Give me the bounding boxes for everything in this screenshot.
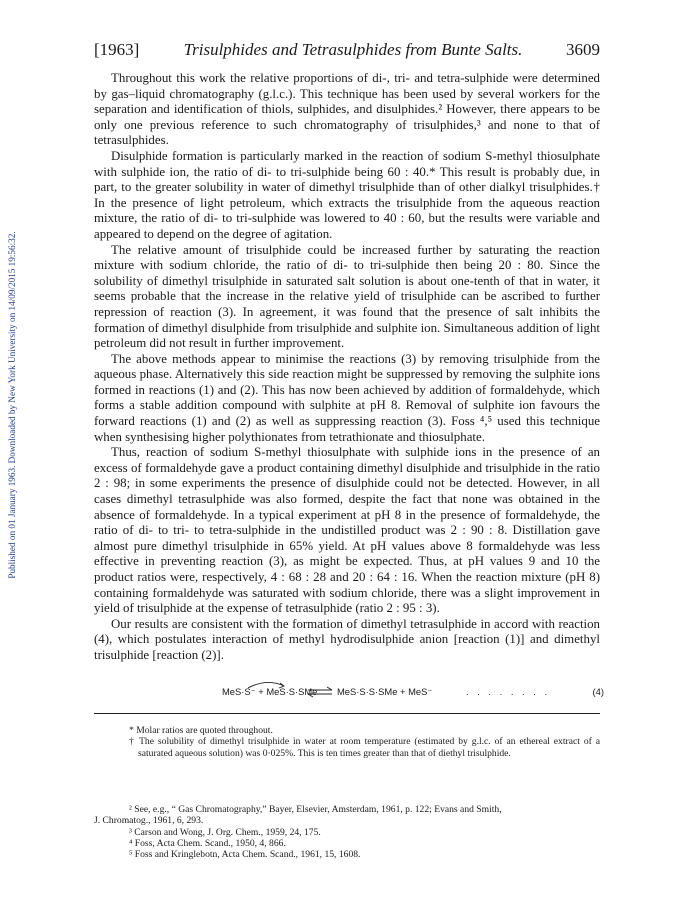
plus-sign: + xyxy=(258,686,264,697)
paragraph: The above methods appear to minimise the reactions (3) by removing trisulphide from the aqueous phase. Alternatively this side reaction might be suppressed by removing the sulphite ions formed in reactions (1) and (2). This has now been achieved by addition of formaldehyde, which forms a stable addition compound with sulphite at pH 8. Removal of sulphite ion favours the forward reactions (1) and (2) as well as suppressing reaction (3). Foss ⁴,⁵ used this technique when synthesising higher polythionates from tetrathionate and thiosulphate. xyxy=(94,351,600,444)
footnotes xyxy=(94,725,600,759)
reference-item: ⁵ Foss and Kringlebotn, Acta Chem. Scand., 1961, 15, 1608. xyxy=(129,849,361,861)
footnote: * Molar ratios are quoted throughout. xyxy=(129,725,273,736)
paragraph: Our results are consistent with the formation of dimethyl tetrasulphide in accord with reaction (4), which postulates interaction of methyl hydrodisulphide anion [reaction (1)] and dimethyl trisulphide [reaction (2)]. xyxy=(94,616,600,662)
footnote-divider xyxy=(94,713,600,714)
reference-item: ² See, e.g., “ Gas Chromatography,” Bayer, Elsevier, Amsterdam, 1961, p. 122; Evans and Smith, xyxy=(129,804,502,815)
reactant-anion: MeS·S⁻ xyxy=(222,686,256,697)
footnote: † The solubility of dimethyl trisulphide in water at room temperature (estimated by g.l.c. of an ethereal extract of a saturated aqueous solution) was 0·025%. This is ten times greater than that of diethyl trisulphide. xyxy=(129,736,600,759)
download-watermark: Published on 01 January 1963. Downloaded by New York University on 14/09/2015 19:56:32. xyxy=(7,231,17,579)
reference-item: ³ Carson and Wong, J. Org. Chem., 1959, 24, 175. xyxy=(129,826,321,838)
reaction-equation-4 xyxy=(222,680,604,702)
reference-item: ⁴ Foss, Acta Chem. Scand., 1950, 4, 866. xyxy=(129,837,286,849)
page-number: 3609 xyxy=(566,40,600,59)
running-title: Trisulphides and Tetrasulphides from Bunte Salts. xyxy=(183,40,523,59)
reactant-trisulphide: MeS·S·SMe xyxy=(266,686,318,697)
paragraph: Disulphide formation is particularly marked in the reaction of sodium S-methyl thiosulphate with sulphide ion, the ratio of di- to tri-sulphide being 60 : 40.* This result is probably due, in part, to the greater solubility in water of dimethyl trisulphide than of other dialkyl trisulphides.† In the presence of light petroleum, which extracts the trisulphide from the aqueous reaction mixture, the ratio of di- to tri-sulphide was lowered to 40 : 60, but the results were variable and appeared to depend on the degree of agitation. xyxy=(94,148,600,241)
reactants xyxy=(222,686,317,698)
leader-dots: . . . . . . . . xyxy=(466,686,551,697)
paragraph: The relative amount of trisulphide could be increased further by saturating the reaction mixture with sodium chloride, the ratio of di- to tri-sulphide then being 20 : 80. Since the solubility of dimethyl trisulphide in saturated salt solution is about one-tenth of that in water, it seems probable that the increase in the relative yield of trisulphide can be ascribed to further repression of reaction (3). In agreement, it was found that the presence of salt inhibits the formation of dimethyl disulphide from trisulphide and sulphite ion. Simultaneous addition of light petroleum did not result in further improvement. xyxy=(94,242,600,351)
paragraph: Throughout this work the relative proportions of di-, tri- and tetra-sulphide were determined by gas–liquid chromatography (g.l.c.). This technique has been used by several workers for the separation and identification of thiols, sulphides, and disulphides.² However, there appears to be only one previous reference to such chromatography of trisulphides,³ and none to that of tetrasulphides. xyxy=(94,71,600,148)
body-text xyxy=(94,71,600,664)
paragraph: Thus, reaction of sodium S-methyl thiosulphate with sulphide ions in the presence of an excess of formaldehyde gave a product containing dimethyl disulphide and trisulphide in the ratio 2 : 98; in some experiments the presence of disulphide could not be detected. However, in all cases dimethyl tetrasulphide was also formed, despite the fact that none was obtained in the absence of formaldehyde. In a typical experiment at pH 8 in the presence of formaldehyde, the ratio of di- to tri- to tetra-sulphide in the undistilled product was 2 : 90 : 8. Distillation gave almost pure dimethyl trisulphide in 65% yield. At pH values above 8 formaldehyde was less effective in preventing reaction (3), as might be expected. Thus, at pH values 9 and 10 the product ratios were, respectively, 4 : 68 : 28 and 20 : 64 : 16. When the reaction mixture (pH 8) containing formaldehyde was saturated with sodium chloride, there was a slight improvement in yield of trisulphide at the expense of tetrasulphide (ratio 2 : 95 : 3). xyxy=(94,445,600,616)
year-reference: [1963] xyxy=(94,40,140,59)
running-header xyxy=(94,40,600,62)
equation-number: (4) xyxy=(592,686,604,697)
products: MeS·S·S·SMe + MeS⁻ xyxy=(337,686,433,697)
reference-list xyxy=(94,804,600,860)
reference-continuation: J. Chromatog., 1961, 6, 293. xyxy=(94,815,204,827)
